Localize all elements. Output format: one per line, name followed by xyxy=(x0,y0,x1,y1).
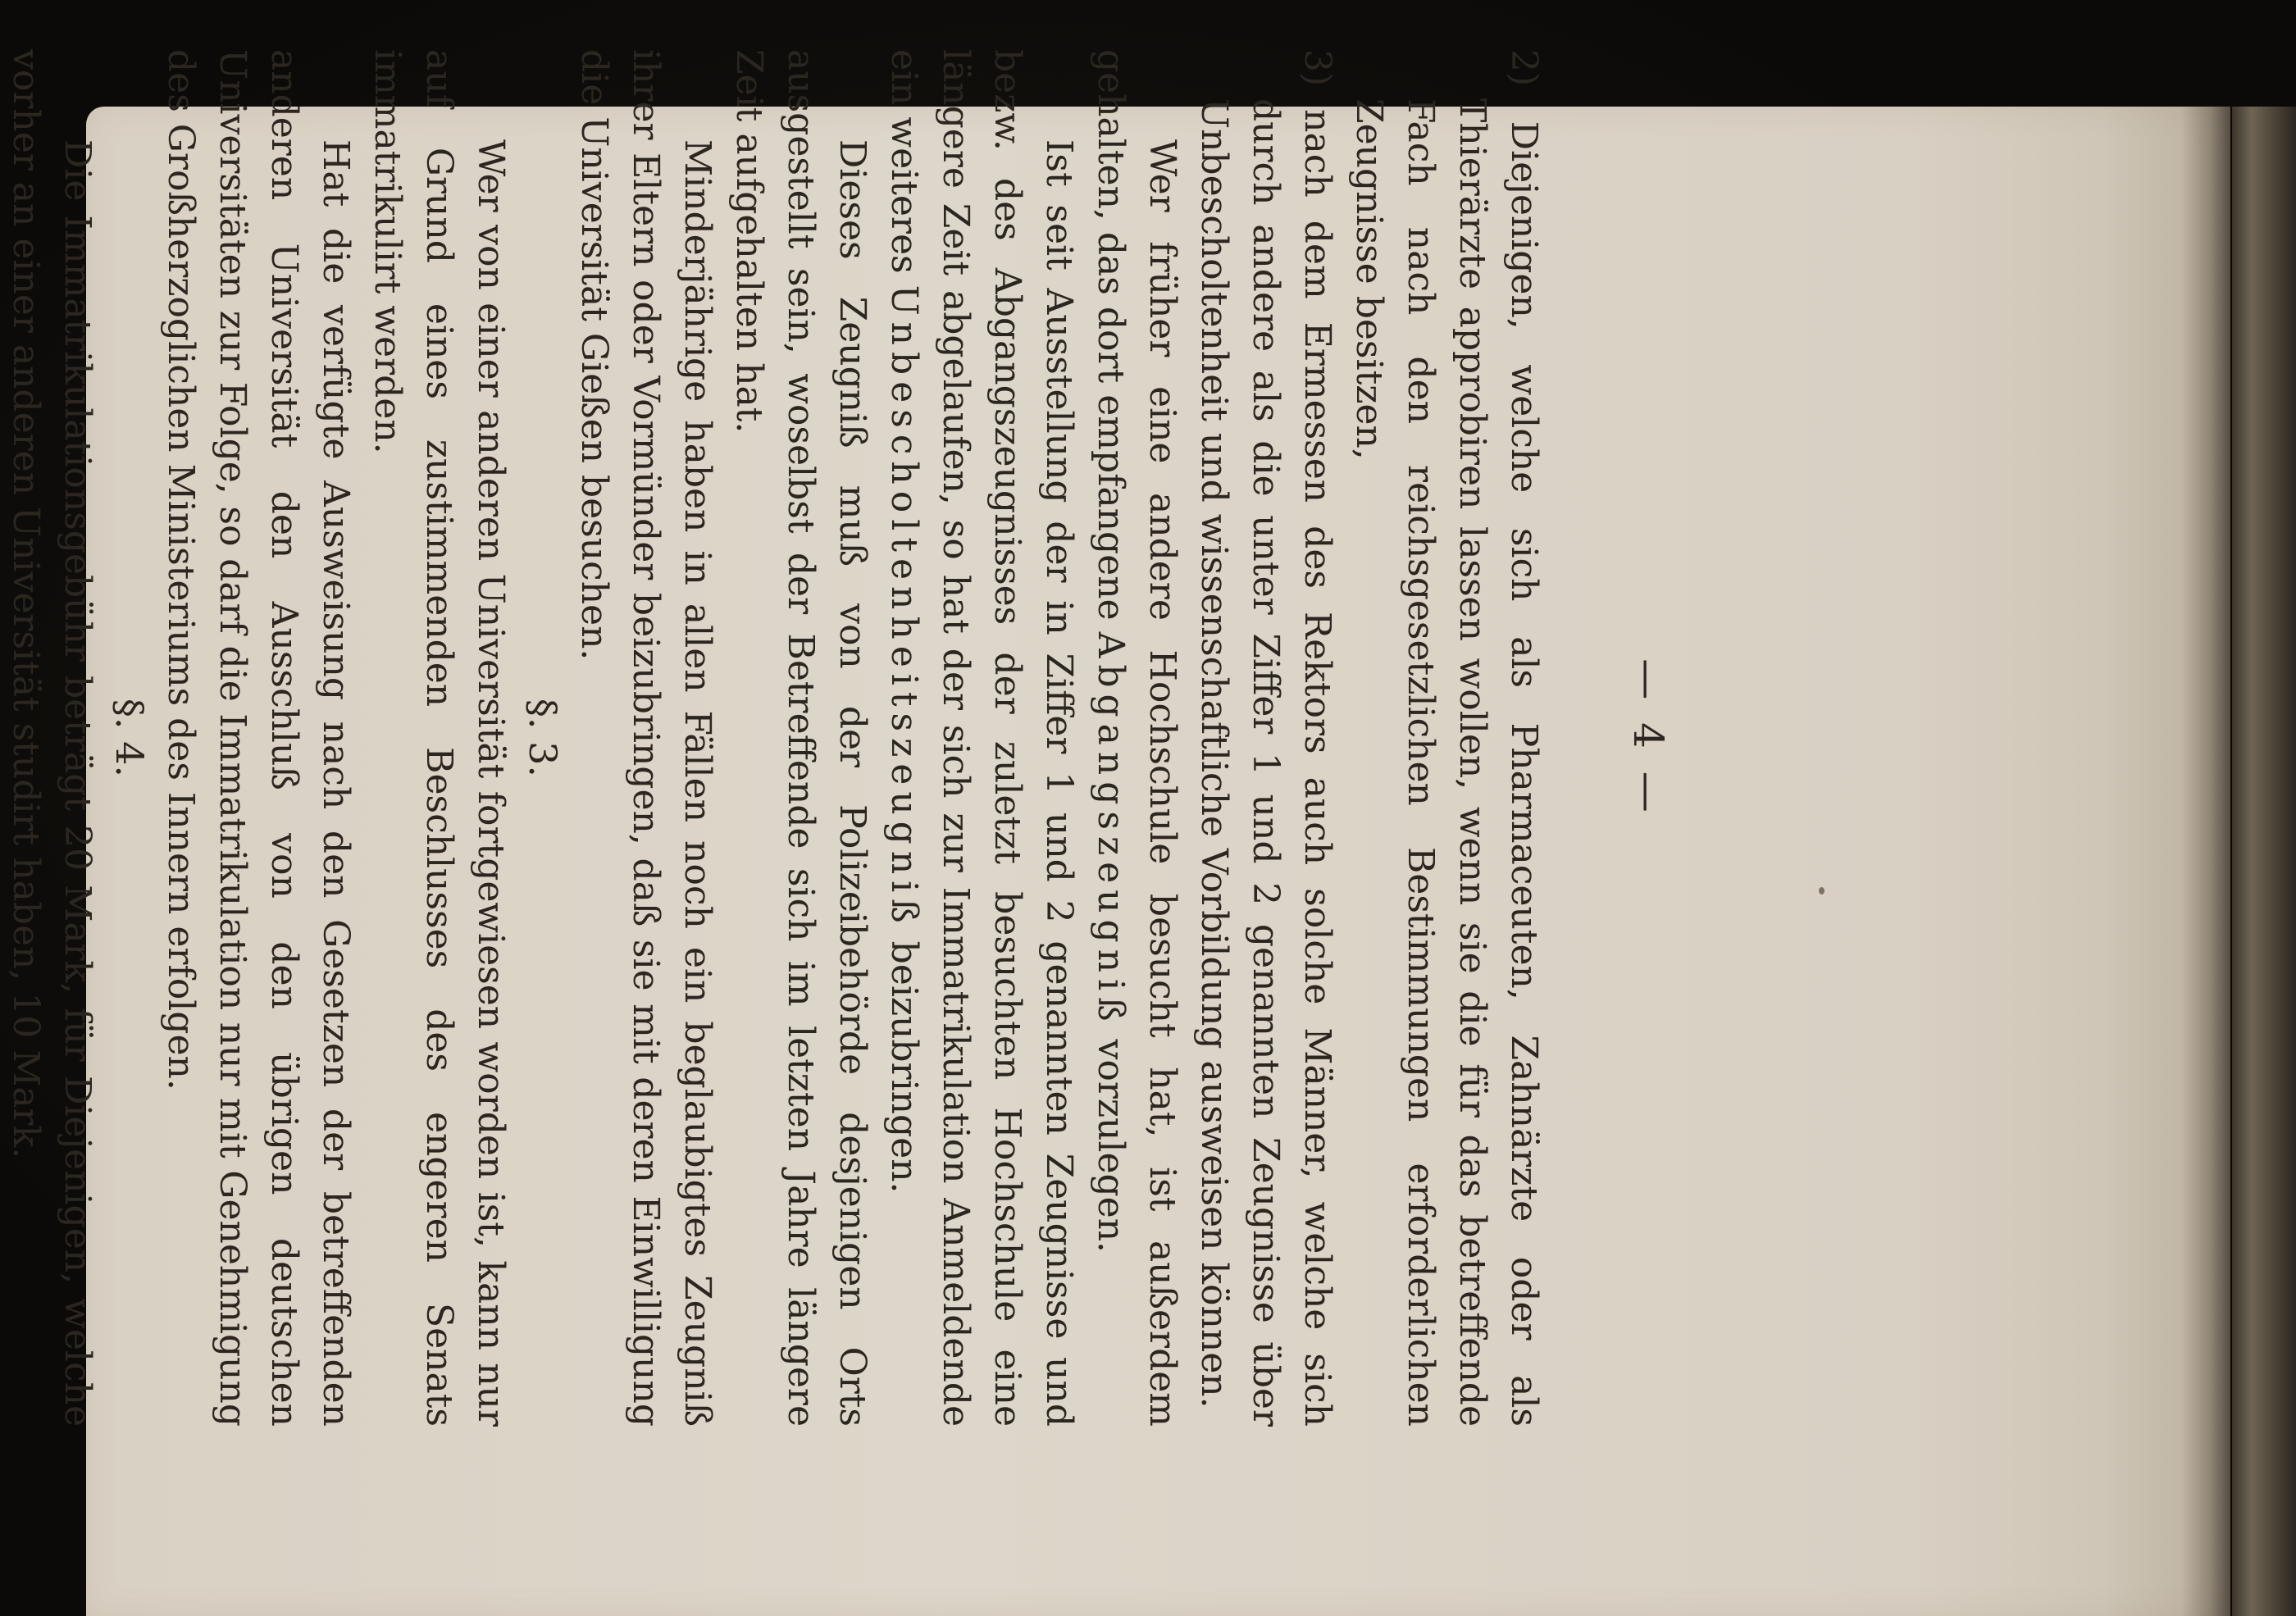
paragraph-minors: Minderjährige haben in allen Fällen noch ein beglaubigtes Zeugniß ihrer Eltern oder Vormünder beizubringen, daß sie mit deren Einwilligung die Universität Gießen besuchen. xyxy=(573,49,718,1427)
list-item-3: 3) nach dem Ermessen des Rektors auch solche Männer, welche sich durch andere als die unter Ziffer 1 und 2 genannten Zeugnisse über Unbescholtenheit und wissenschaftliche Vorbildung ausweisen können. xyxy=(1193,49,1338,1427)
paragraph-previous-university xyxy=(1085,49,1188,1427)
book-binding-edge xyxy=(2232,107,2296,1616)
rotated-text-block xyxy=(5,49,1673,1427)
text-run: vorzulegen. xyxy=(1090,1027,1132,1254)
section3-paragraph-2: Hat die verfügte Ausweisung nach den Gesetzen der betreffenden anderen Universität den Ausschluß von den übrigen deutschen Universitäten zur Folge, so darf die Immatrikulation nur mit Genehmigung des Großherzoglichen Ministeriums des Innern erfolgen. xyxy=(160,49,357,1427)
section-heading-3: §. 3. xyxy=(521,698,565,778)
text-run: Wer früher eine andere Hochschule besucht hat, ist außerdem gehalten, das dort empfangene xyxy=(1090,49,1183,1427)
page-number: — 4 — xyxy=(1624,658,1672,817)
book-gutter-shadow xyxy=(2181,107,2230,1616)
page-body xyxy=(0,49,1550,1427)
section3-paragraph-1: Wer von einer anderen Universität fortgewiesen worden ist, kann nur auf Grund eines zustimmenden Beschlusses des engeren Senats immatrikulirt werden. xyxy=(367,49,512,1427)
text-run: beizubringen. xyxy=(883,929,925,1194)
paper-speck xyxy=(1819,887,1824,894)
list-item-2: 2) Diejenigen, welche sich als Pharmaceuten, Zahnärzte oder als Thierärzte approbiren lassen wollen, wenn sie die für das betreffende Fach nach den reichsgesetzlichen Bestimmungen erforderlichen Zeugnisse besitzen, xyxy=(1348,49,1545,1427)
paragraph-certificate-age xyxy=(878,49,1085,1427)
text-run: Ist seit Ausstellung der in Ziffer 1 und 2 genannten Zeugnisse und bezw. des Abgangszeugnisses der zuletzt besuchten Hochschule eine längere Zeit abgelaufen, so hat der sich zur Immatrikulation Anmeldende ein weiteres xyxy=(883,49,1080,1427)
section4-paragraph-1: Die Immatrikulationsgebühr beträgt 20 Mark, für Diejenigen, welche vorher an einer anderen Universität studirt haben, 10 Mark. xyxy=(5,49,98,1427)
section-heading-4: §. 4. xyxy=(107,698,152,778)
emphasized-term: Abgangszeugniß xyxy=(1090,631,1132,1028)
emphasized-term: Unbescholtenheitszeugniß xyxy=(883,285,925,930)
paragraph-police-certificate: Dieses Zeugniß muß von der Polizeibehörde desjenigen Orts ausgestellt sein, woselbst der Betreffende sich im letzten Jahre längere Zeit aufgehalten hat. xyxy=(728,49,873,1427)
